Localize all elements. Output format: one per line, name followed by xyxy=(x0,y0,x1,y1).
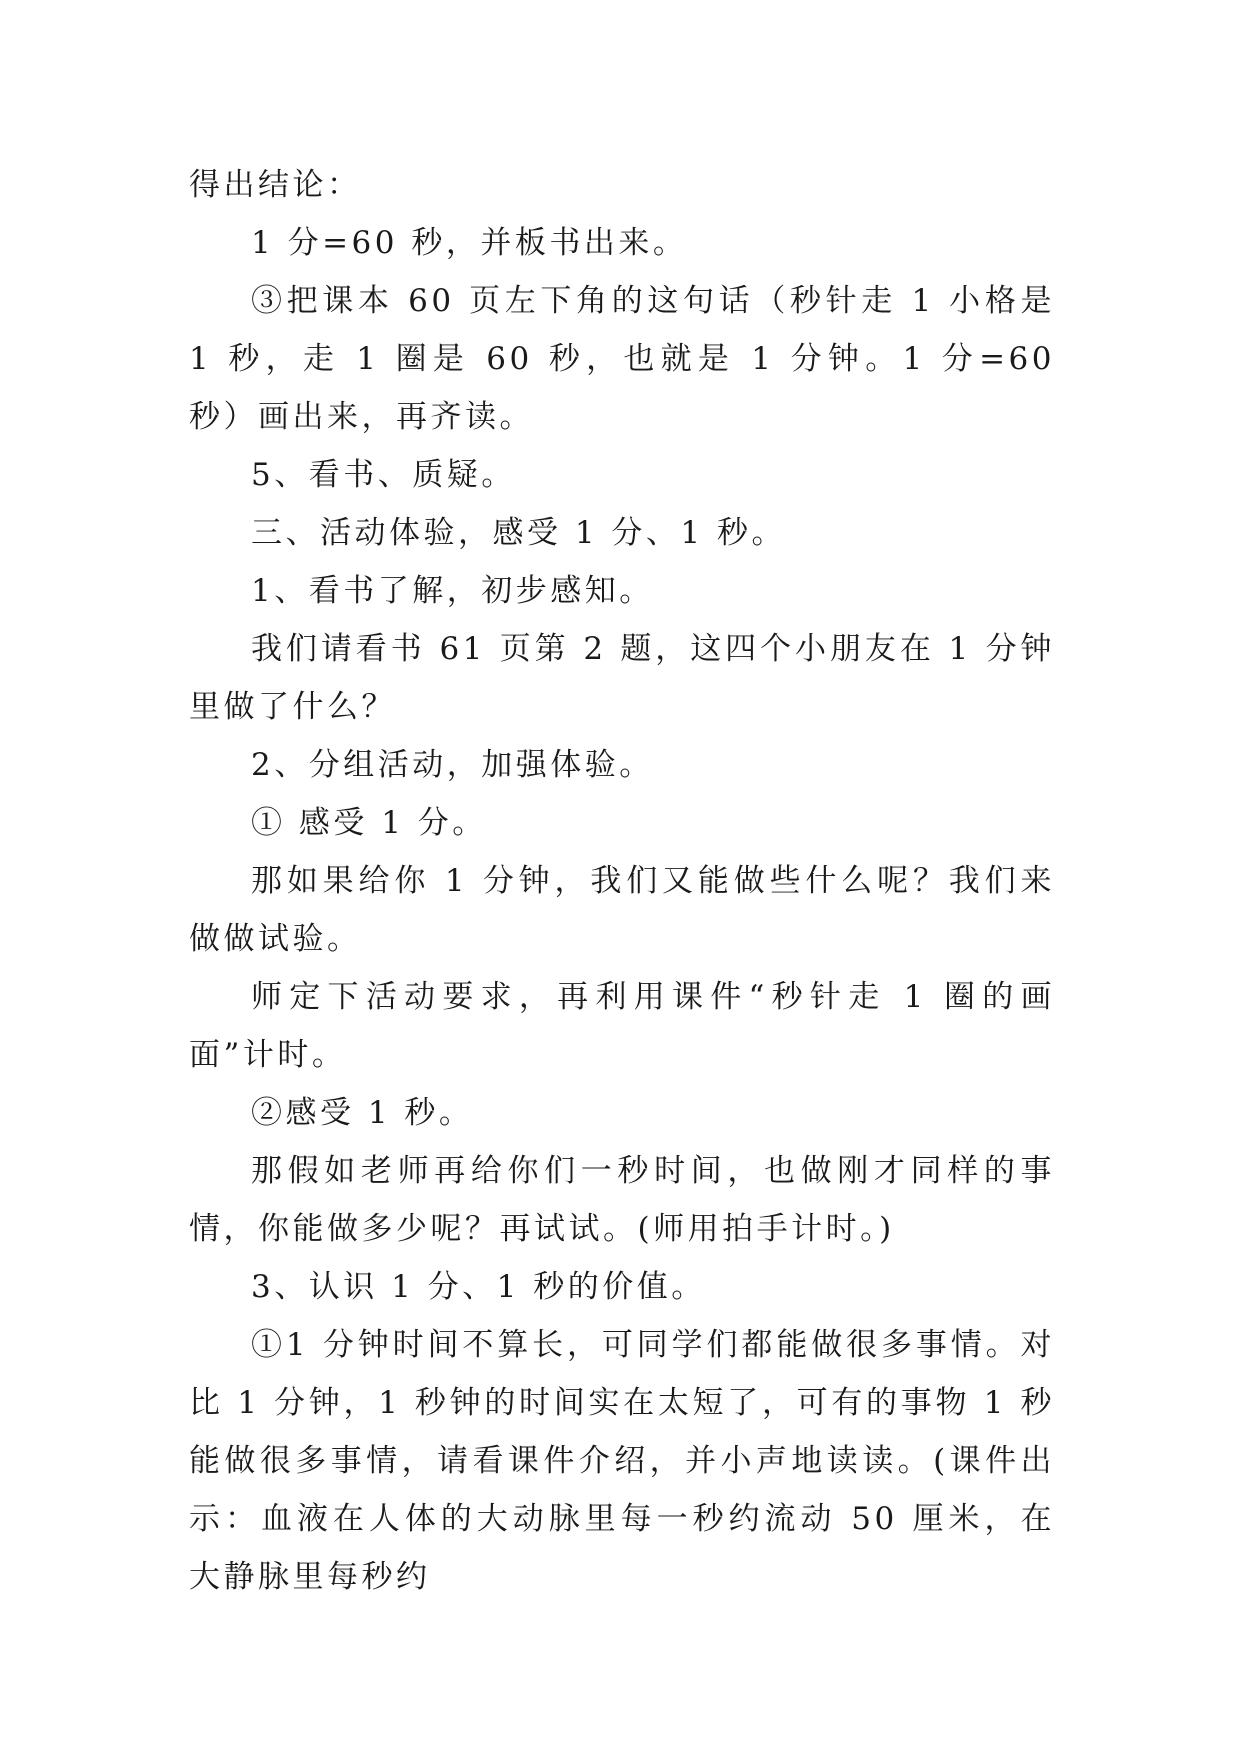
paragraph-textbook-sentence: ③把课本 60 页左下角的这句话（秒针走 1 小格是 1 秒，走 1 圈是 60 秒，也就是 1 分钟。1 分=60 秒）画出来，再齐读。 xyxy=(189,283,1055,435)
paragraph-group-activity: 2、分组活动，加强体验。 xyxy=(251,747,654,783)
paragraph-one-minute-experiment: 那如果给你 1 分钟，我们又能做些什么呢？我们来做做试验。 xyxy=(189,863,1055,957)
paragraph-minute-equals-seconds: 1 分=60 秒，并板书出来。 xyxy=(251,225,688,261)
paragraph-read-understand: 1、看书了解，初步感知。 xyxy=(251,573,654,609)
paragraph-one-second-test: 那假如老师再给你们一秒时间，也做刚才同样的事情，你能做多少呢？再试试。(师用拍手计时。) xyxy=(189,1153,1055,1247)
paragraph-feel-one-second: ②感受 1 秒。 xyxy=(251,1095,474,1131)
paragraph-read-question: 5、看书、质疑。 xyxy=(251,457,516,493)
paragraph-page-61: 我们请看书 61 页第 2 题，这四个小朋友在 1 分钟里做了什么？ xyxy=(189,631,1055,725)
paragraph-feel-one-minute: ① 感受 1 分。 xyxy=(251,805,487,841)
paragraph-activity-requirements: 师定下活动要求，再利用课件“秒针走 1 圈的画面”计时。 xyxy=(189,979,1055,1073)
paragraph-conclusion: 得出结论： xyxy=(189,167,362,203)
document-page xyxy=(189,156,1055,1606)
section-heading-activity: 三、活动体验，感受 1 分、1 秒。 xyxy=(251,515,787,551)
paragraph-value-of-time: 3、认识 1 分、1 秒的价值。 xyxy=(251,1269,706,1305)
paragraph-blood-flow: ①1 分钟时间不算长，可同学们都能做很多事情。对比 1 分钟，1 秒钟的时间实在太短了，可有的事物 1 秒能做很多事情，请看课件介绍，并小声地读读。(课件出示：血液在人体的大动脉里每一秒约流动 50 厘米，在大静脉里每秒约 xyxy=(189,1327,1055,1595)
